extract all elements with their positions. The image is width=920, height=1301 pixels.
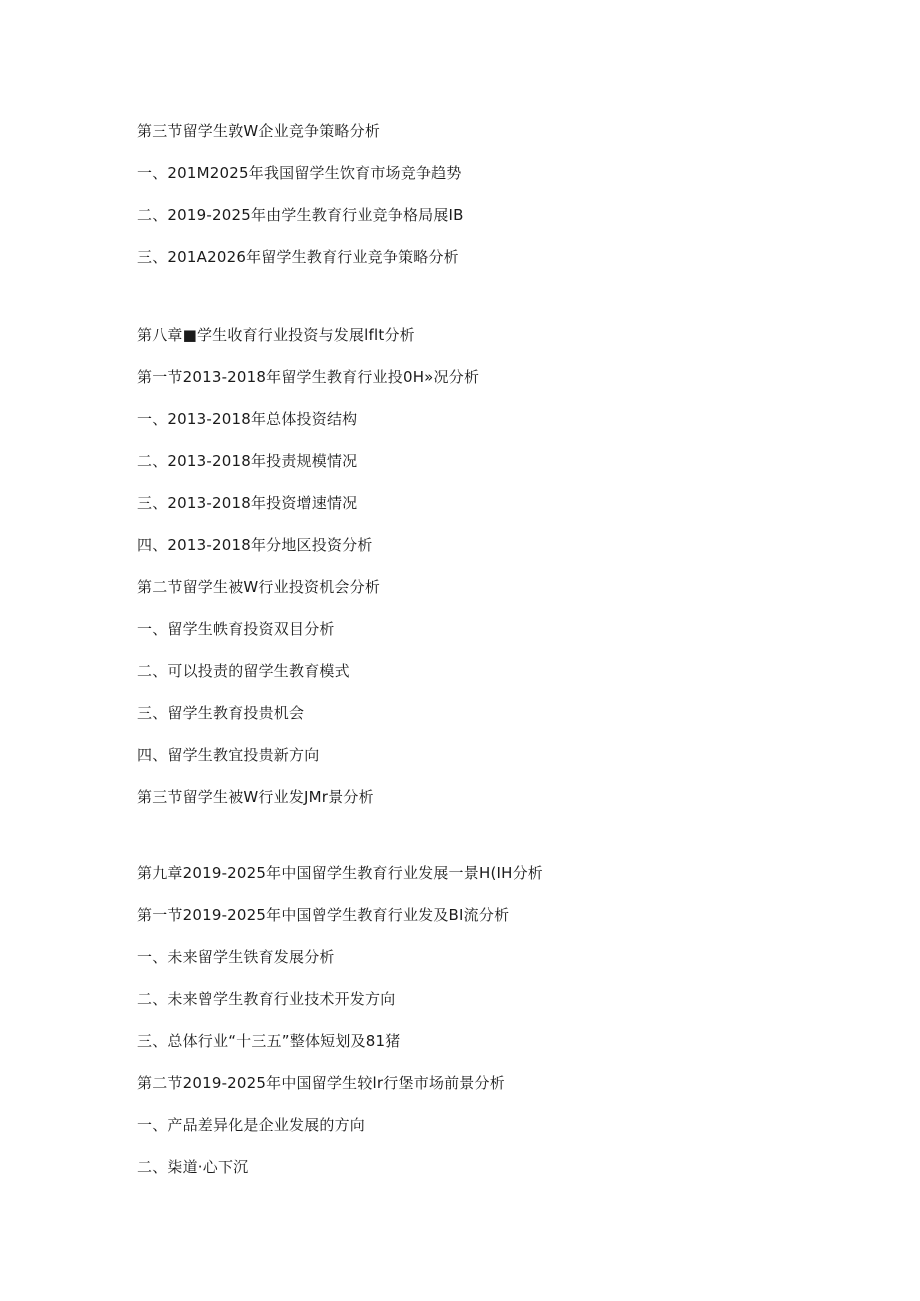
toc-section-heading: 第二节2019-2025年中国留学生较lr行堡市场前景分析 xyxy=(137,1074,505,1092)
toc-item: 四、2013-2018年分地区投资分析 xyxy=(137,536,373,554)
toc-section-heading: 第三节留学生敦W企业竞争策略分析 xyxy=(137,122,381,140)
toc-item: 四、留学生教宜投贵新方向 xyxy=(137,746,320,764)
toc-item: 二、2013-2018年投责规模情况 xyxy=(137,452,358,470)
toc-section-heading: 第一节2013-2018年留学生教育行业投0H»况分析 xyxy=(137,368,480,386)
toc-item: 一、2013-2018年总体投资结构 xyxy=(137,410,358,428)
toc-item: 二、柒道·心下沉 xyxy=(137,1158,249,1176)
toc-section-heading: 第三节留学生被W行业发JMr景分析 xyxy=(137,788,374,806)
toc-item: 一、未来留学生铁育发展分析 xyxy=(137,948,335,966)
toc-item: 二、未来曾学生教育行业技术开发方向 xyxy=(137,990,396,1008)
toc-item: 三、总体行业“十三五”整体短划及81猪 xyxy=(137,1032,401,1050)
toc-item: 一、留学生帙育投资双目分析 xyxy=(137,620,335,638)
toc-chapter-heading: 第八章■学生收育行业投资与发展lflt分析 xyxy=(137,326,415,344)
toc-item: 一、201M2025年我国留学生饮育市场竞争趋势 xyxy=(137,164,462,182)
toc-chapter-heading: 第九章2019-2025年中国留学生教育行业发展一景H(IH分析 xyxy=(137,864,543,882)
toc-item: 三、留学生教育投贵机会 xyxy=(137,704,305,722)
toc-item: 三、2013-2018年投资增速情况 xyxy=(137,494,358,512)
toc-item: 一、产品差异化是企业发展的方向 xyxy=(137,1116,366,1134)
toc-section-heading: 第一节2019-2025年中国曾学生教育行业发及BI流分析 xyxy=(137,906,510,924)
toc-item: 二、2019-2025年由学生教育行业竞争格局展IB xyxy=(137,206,464,224)
toc-section-heading: 第二节留学生被W行业投资机会分析 xyxy=(137,578,381,596)
toc-item: 三、201A2026年留学生教育行业竞争策略分析 xyxy=(137,248,459,266)
toc-item: 二、可以投责的留学生教育模式 xyxy=(137,662,350,680)
